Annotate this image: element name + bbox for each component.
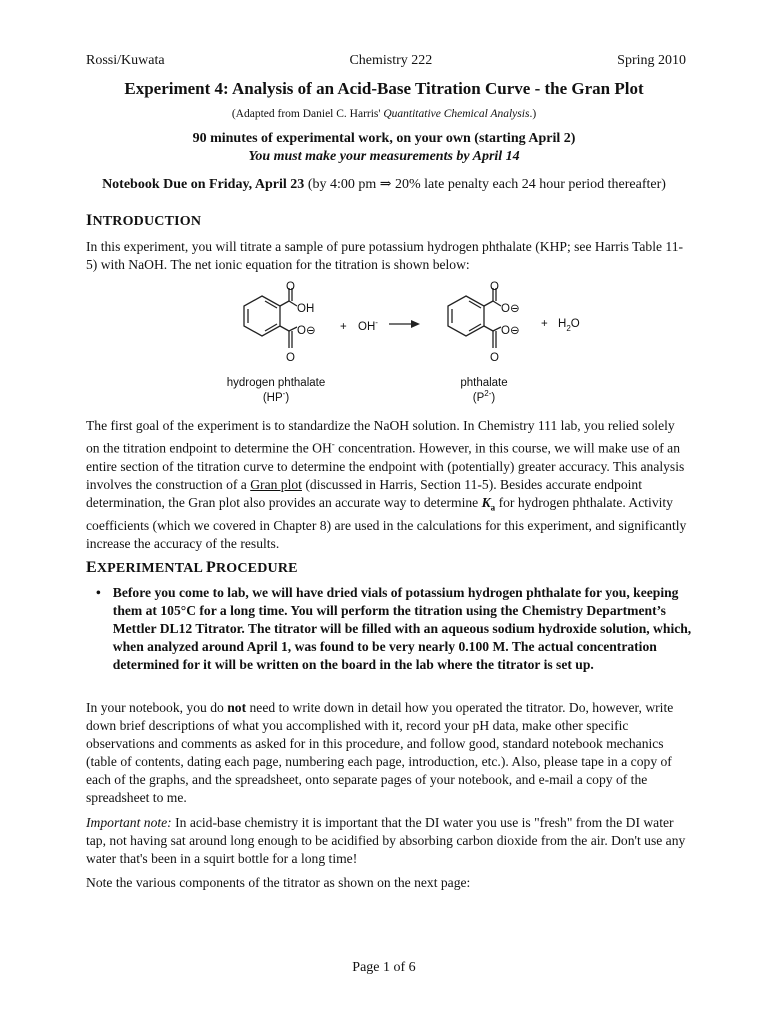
reaction-scheme <box>0 280 768 408</box>
heading-rest: XPERIMENTAL <box>96 561 206 576</box>
product-formula: $(P^{2-})$ <box>472 389 496 404</box>
atom-o-minus-top-right: O⊖ <box>501 303 520 315</box>
intro-paragraph-2 <box>86 417 690 553</box>
schedule-deadline: You must make your measurements by April 14 <box>248 149 520 164</box>
important-label: Important note: <box>86 815 172 830</box>
ka-subscript: a <box>490 502 496 513</box>
para2-part-a: The first goal of the experiment is to standardize the NaOH solution. In Chemistry 111 lab, you relied solely on the titration endpoint to determine the OH <box>86 418 675 456</box>
header-term: Spring 2010 <box>617 53 686 68</box>
reactant-name: hydrogen phthalate <box>226 377 326 389</box>
heading-initial-2: P <box>205 559 216 576</box>
heading-initial: E <box>86 559 97 576</box>
water-molecule: $H_2O$ <box>558 318 580 333</box>
schedule-minutes: 90 minutes of experimental work, on your own (starting April 2) <box>192 131 576 146</box>
heading-initial: I <box>86 212 93 229</box>
adapted-prefix: (Adapted from Daniel C. Harris' <box>231 108 384 120</box>
important-note-paragraph <box>86 814 690 868</box>
product-name: phthalate <box>460 377 508 389</box>
para2-superscript: - <box>331 439 335 450</box>
heading-rest-2: ROCEDURE <box>215 561 298 576</box>
section-heading-introduction <box>86 212 201 230</box>
important-text: In acid-base chemistry it is important that the DI water you use is "fresh" from the DI water tap, not having sat around long enough to be acidified by absorbing carbon dioxide from the air. Don't use any water that's been in a squirt bottle for a long time! <box>86 815 686 867</box>
notebook-part-b: need to write down in detail how you operated the titrator. Do, however, write down brief descriptions of what you accomplished with it, record your pH data, make other specific observations and comments as asked for in this procedure, and follow good, standard notebook mechanics (table of contents, dating each page, numbering each page, introduction, etc.). Also, please tape in a copy of each of the graphs, and the spreadsheet, onto separate pages of your notebook, and e-mail a copy of the spreadsheet to me. <box>86 700 674 806</box>
header-authors: Rossi/Kuwata <box>86 53 165 68</box>
para2-part-d: for hydrogen phthalate. Activity coefficients (which we covered in Chapter 8) are used in the calculations for this experiment, and significantly increase the accuracy of the results. <box>86 494 687 551</box>
bullet-text: Before you come to lab, we will have dried vials of potassium hydrogen phthalate for you, keeping them at 105°C for a long time. You will perform the titration using the Chemistry Department’s Mettler DL12 Titrator. The titrator will be filled with an aqueous sodium hydroxide solution, which, when analyzed around April 1, was found to be very nearly 0.100 M. The actual concentration determined for it will be written on the board in the lab where the titrator is set up. <box>112 585 692 673</box>
atom-o-minus-left: O⊖ <box>297 325 316 337</box>
section-heading-procedure <box>86 559 298 577</box>
intro-paragraph-1: In this experiment, you will titrate a sample of pure potassium hydrogen phthalate (KHP; see Harris Table 11-5) with NaOH. The net ionic equation for the titration is shown below: <box>86 239 684 273</box>
atom-oh: OH <box>297 303 315 315</box>
notebook-not: not <box>227 700 247 715</box>
atom-o-minus-bottom-right: O⊖ <box>501 325 520 337</box>
para2-part-c: (discussed in Harris, Section 11-5). Besides accurate endpoint determination, the Gran plot also provides an accurate way to determine <box>86 476 642 510</box>
due-penalty: (by 4:00 pm ⇒ 20% late penalty each 24 hour period thereafter) <box>304 177 666 192</box>
atom-o-bottom-left: O <box>286 352 295 364</box>
notebook-paragraph <box>86 699 690 808</box>
reaction-arrow-head <box>411 320 420 328</box>
heading-rest: NTRODUCTION <box>92 214 202 229</box>
document-title: Experiment 4: Analysis of an Acid-Base Titration Curve - the Gran Plot <box>124 79 644 98</box>
plus-sign-1: + <box>340 321 347 333</box>
components-note: Note the various components of the titrator as shown on the next page: <box>86 875 471 890</box>
header-course: Chemistry 222 <box>349 53 433 68</box>
page-header <box>86 53 686 69</box>
gran-plot-term: Gran plot <box>250 476 302 492</box>
atom-o-top-left: O <box>286 281 295 293</box>
plus-sign-2: + <box>541 318 548 330</box>
notebook-part-a: In your notebook, you do <box>86 700 228 715</box>
bullet-marker: • <box>96 585 101 600</box>
procedure-bullet <box>96 584 696 674</box>
para2-part-b: concentration. However, in this course, we will make use of an entire section of the titration curve to determine the endpoint with (potentially) greater accuracy. This analysis involves the construction of a <box>86 440 685 492</box>
hydroxide-ion: OH- <box>358 318 378 333</box>
due-date: Notebook Due on Friday, April 23 <box>102 177 305 192</box>
adapted-note <box>0 108 768 120</box>
notebook-due <box>0 176 768 193</box>
adapted-book-title: Quantitative Chemical Analysis <box>383 108 530 120</box>
atom-o-top-right: O <box>490 281 499 293</box>
adapted-suffix: .) <box>529 108 537 120</box>
page-number: Page 1 of 6 <box>352 960 416 975</box>
atom-o-bottom-right: O <box>490 352 499 364</box>
ka-symbol: K <box>481 494 491 510</box>
reactant-formula: (HP-) <box>262 389 290 404</box>
